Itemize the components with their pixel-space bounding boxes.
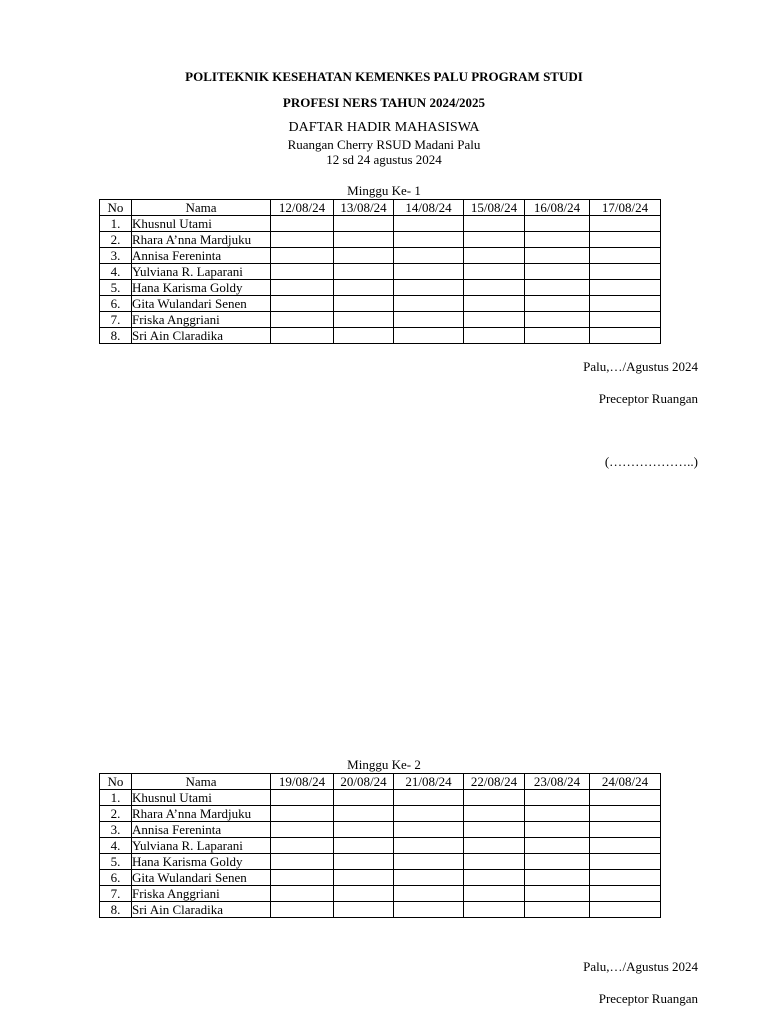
attendance-cell bbox=[525, 312, 590, 328]
attendance-cell bbox=[271, 854, 334, 870]
row-number: 3. bbox=[100, 822, 132, 838]
student-name: Rhara A’nna Mardjuku bbox=[132, 806, 271, 822]
row-number: 7. bbox=[100, 312, 132, 328]
signature2-place-date: Palu,…/Agustus 2024 bbox=[583, 959, 698, 974]
date-header: 22/08/24 bbox=[464, 774, 525, 790]
attendance-cell bbox=[525, 870, 590, 886]
institution-title-line1: POLITEKNIK KESEHATAN KEMENKES PALU PROGRAM STUDI bbox=[185, 69, 583, 84]
attendance-cell bbox=[525, 806, 590, 822]
date-header: 21/08/24 bbox=[394, 774, 464, 790]
attendance-cell bbox=[590, 902, 661, 918]
attendance-cell bbox=[334, 248, 394, 264]
attendance-cell bbox=[394, 838, 464, 854]
student-name: Hana Karisma Goldy bbox=[132, 280, 271, 296]
student-name: Annisa Fereninta bbox=[132, 248, 271, 264]
student-name: Rhara A’nna Mardjuku bbox=[132, 232, 271, 248]
attendance-cell bbox=[271, 248, 334, 264]
table-row bbox=[100, 248, 661, 264]
table-row bbox=[100, 232, 661, 248]
table-row bbox=[100, 264, 661, 280]
student-name: Friska Anggriani bbox=[132, 312, 271, 328]
attendance-cell bbox=[394, 328, 464, 344]
table-row bbox=[100, 886, 661, 902]
student-name: Sri Ain Claradika bbox=[132, 328, 271, 344]
attendance-cell bbox=[590, 822, 661, 838]
attendance-cell bbox=[271, 790, 334, 806]
attendance-cell bbox=[464, 264, 525, 280]
date-header: 12/08/24 bbox=[271, 200, 334, 216]
attendance-cell bbox=[464, 328, 525, 344]
student-name: Yulviana R. Laparani bbox=[132, 838, 271, 854]
attendance-cell bbox=[334, 902, 394, 918]
attendance-cell bbox=[590, 806, 661, 822]
attendance-cell bbox=[394, 822, 464, 838]
attendance-cell bbox=[590, 838, 661, 854]
date-header: 16/08/24 bbox=[525, 200, 590, 216]
week2-attendance-table bbox=[99, 773, 661, 918]
attendance-cell bbox=[590, 248, 661, 264]
attendance-cell bbox=[271, 886, 334, 902]
table-row bbox=[100, 854, 661, 870]
signature1-role: Preceptor Ruangan bbox=[598, 391, 698, 406]
row-number: 1. bbox=[100, 790, 132, 806]
date-header: 14/08/24 bbox=[394, 200, 464, 216]
attendance-cell bbox=[525, 854, 590, 870]
attendance-cell bbox=[464, 870, 525, 886]
date-header: 19/08/24 bbox=[271, 774, 334, 790]
attendance-cell bbox=[464, 232, 525, 248]
attendance-cell bbox=[334, 216, 394, 232]
student-name: Hana Karisma Goldy bbox=[132, 854, 271, 870]
date-header: 15/08/24 bbox=[464, 200, 525, 216]
week2-rows bbox=[100, 790, 661, 918]
attendance-cell bbox=[271, 296, 334, 312]
attendance-cell bbox=[394, 790, 464, 806]
date-header: 17/08/24 bbox=[590, 200, 661, 216]
attendance-cell bbox=[271, 280, 334, 296]
location-subtitle: Ruangan Cherry RSUD Madani Palu bbox=[287, 137, 481, 152]
attendance-cell bbox=[464, 248, 525, 264]
date-header: 20/08/24 bbox=[334, 774, 394, 790]
attendance-cell bbox=[271, 838, 334, 854]
attendance-cell bbox=[525, 838, 590, 854]
week1-attendance-table bbox=[99, 199, 661, 344]
attendance-cell bbox=[525, 886, 590, 902]
table-row bbox=[100, 328, 661, 344]
attendance-cell bbox=[271, 902, 334, 918]
attendance-cell bbox=[464, 902, 525, 918]
col-nama-header: Nama bbox=[132, 200, 271, 216]
row-number: 8. bbox=[100, 328, 132, 344]
attendance-cell bbox=[464, 312, 525, 328]
attendance-cell bbox=[525, 822, 590, 838]
date-header: 23/08/24 bbox=[525, 774, 590, 790]
signature1-place-date: Palu,…/Agustus 2024 bbox=[583, 359, 698, 374]
attendance-cell bbox=[525, 790, 590, 806]
attendance-cell bbox=[394, 902, 464, 918]
table-row bbox=[100, 838, 661, 854]
week1-header-row bbox=[100, 200, 661, 216]
attendance-cell bbox=[334, 870, 394, 886]
attendance-cell bbox=[334, 806, 394, 822]
date-range-subtitle: 12 sd 24 agustus 2024 bbox=[326, 152, 442, 167]
attendance-cell bbox=[334, 838, 394, 854]
col-no-header: No bbox=[100, 200, 132, 216]
attendance-cell bbox=[525, 248, 590, 264]
week2-title: Minggu Ke- 2 bbox=[347, 757, 421, 772]
col-no-header: No bbox=[100, 774, 132, 790]
attendance-cell bbox=[525, 902, 590, 918]
student-name: Yulviana R. Laparani bbox=[132, 264, 271, 280]
attendance-cell bbox=[334, 822, 394, 838]
attendance-cell bbox=[464, 838, 525, 854]
attendance-cell bbox=[334, 854, 394, 870]
attendance-cell bbox=[271, 264, 334, 280]
attendance-cell bbox=[394, 264, 464, 280]
attendance-cell bbox=[590, 790, 661, 806]
attendance-cell bbox=[271, 312, 334, 328]
row-number: 5. bbox=[100, 280, 132, 296]
attendance-cell bbox=[394, 232, 464, 248]
attendance-cell bbox=[464, 280, 525, 296]
attendance-cell bbox=[271, 328, 334, 344]
attendance-cell bbox=[334, 296, 394, 312]
attendance-cell bbox=[334, 790, 394, 806]
attendance-cell bbox=[394, 312, 464, 328]
table-row bbox=[100, 216, 661, 232]
row-number: 2. bbox=[100, 232, 132, 248]
table-row bbox=[100, 902, 661, 918]
student-name: Friska Anggriani bbox=[132, 886, 271, 902]
table-row bbox=[100, 806, 661, 822]
attendance-cell bbox=[334, 886, 394, 902]
attendance-cell bbox=[271, 806, 334, 822]
attendance-cell bbox=[525, 232, 590, 248]
attendance-cell bbox=[464, 886, 525, 902]
student-name: Khusnul Utami bbox=[132, 216, 271, 232]
student-name: Gita Wulandari Senen bbox=[132, 870, 271, 886]
row-number: 2. bbox=[100, 806, 132, 822]
attendance-cell bbox=[590, 870, 661, 886]
attendance-cell bbox=[334, 280, 394, 296]
attendance-cell bbox=[394, 806, 464, 822]
row-number: 1. bbox=[100, 216, 132, 232]
table-row bbox=[100, 296, 661, 312]
attendance-cell bbox=[590, 328, 661, 344]
attendance-cell bbox=[590, 886, 661, 902]
attendance-cell bbox=[590, 232, 661, 248]
attendance-cell bbox=[394, 854, 464, 870]
attendance-cell bbox=[525, 216, 590, 232]
student-name: Gita Wulandari Senen bbox=[132, 296, 271, 312]
row-number: 4. bbox=[100, 264, 132, 280]
table-row bbox=[100, 312, 661, 328]
attendance-cell bbox=[394, 216, 464, 232]
table-row bbox=[100, 822, 661, 838]
attendance-cell bbox=[590, 312, 661, 328]
student-name: Khusnul Utami bbox=[132, 790, 271, 806]
student-name: Sri Ain Claradika bbox=[132, 902, 271, 918]
attendance-cell bbox=[271, 870, 334, 886]
student-name: Annisa Fereninta bbox=[132, 822, 271, 838]
attendance-cell bbox=[590, 216, 661, 232]
attendance-cell bbox=[525, 264, 590, 280]
document-title: DAFTAR HADIR MAHASISWA bbox=[288, 120, 480, 135]
attendance-cell bbox=[394, 886, 464, 902]
row-number: 5. bbox=[100, 854, 132, 870]
table-row bbox=[100, 280, 661, 296]
attendance-cell bbox=[334, 328, 394, 344]
attendance-cell bbox=[271, 216, 334, 232]
col-nama-header: Nama bbox=[132, 774, 271, 790]
attendance-cell bbox=[525, 280, 590, 296]
institution-title-line2: PROFESI NERS TAHUN 2024/2025 bbox=[282, 95, 486, 110]
attendance-cell bbox=[464, 854, 525, 870]
date-header: 13/08/24 bbox=[334, 200, 394, 216]
attendance-cell bbox=[334, 312, 394, 328]
row-number: 4. bbox=[100, 838, 132, 854]
attendance-cell bbox=[525, 296, 590, 312]
row-number: 6. bbox=[100, 296, 132, 312]
signature2-role: Preceptor Ruangan bbox=[598, 991, 698, 1006]
attendance-cell bbox=[334, 264, 394, 280]
row-number: 3. bbox=[100, 248, 132, 264]
attendance-cell bbox=[334, 232, 394, 248]
table-row bbox=[100, 790, 661, 806]
attendance-cell bbox=[525, 328, 590, 344]
attendance-cell bbox=[394, 280, 464, 296]
week1-rows bbox=[100, 216, 661, 344]
row-number: 8. bbox=[100, 902, 132, 918]
week1-title: Minggu Ke- 1 bbox=[347, 183, 421, 198]
attendance-cell bbox=[464, 216, 525, 232]
row-number: 6. bbox=[100, 870, 132, 886]
attendance-cell bbox=[464, 822, 525, 838]
attendance-cell bbox=[394, 248, 464, 264]
attendance-cell bbox=[590, 264, 661, 280]
attendance-cell bbox=[590, 280, 661, 296]
signature1-blank: (………………..) bbox=[604, 454, 698, 469]
attendance-cell bbox=[464, 790, 525, 806]
attendance-cell bbox=[590, 854, 661, 870]
table-row bbox=[100, 870, 661, 886]
attendance-cell bbox=[590, 296, 661, 312]
attendance-cell bbox=[394, 296, 464, 312]
row-number: 7. bbox=[100, 886, 132, 902]
attendance-cell bbox=[271, 822, 334, 838]
attendance-cell bbox=[271, 232, 334, 248]
attendance-cell bbox=[464, 806, 525, 822]
date-header: 24/08/24 bbox=[590, 774, 661, 790]
attendance-cell bbox=[464, 296, 525, 312]
week2-header-row bbox=[100, 774, 661, 790]
attendance-cell bbox=[394, 870, 464, 886]
